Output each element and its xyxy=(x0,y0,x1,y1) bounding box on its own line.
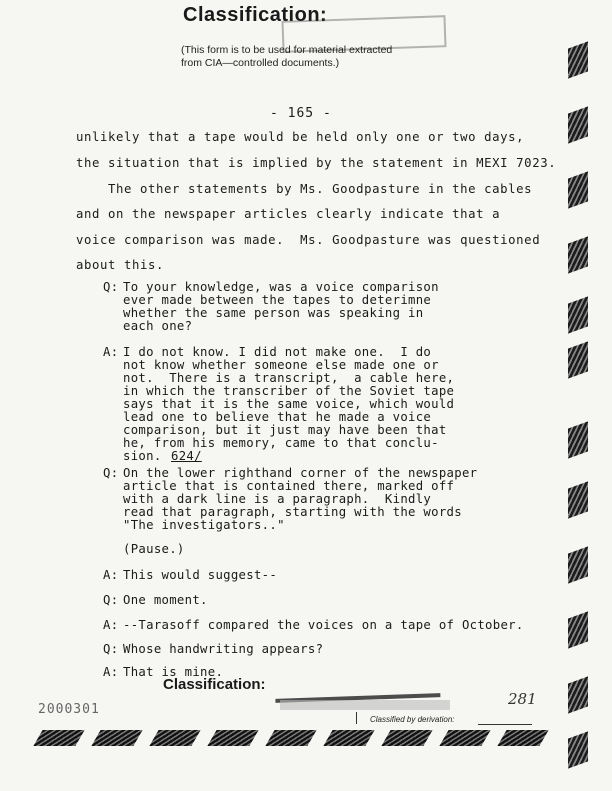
header-classification-label: Classification: xyxy=(183,4,328,26)
border-hatch-mark xyxy=(497,730,548,746)
qa-text: --Tarasoff compared the voices on a tape of October. xyxy=(123,618,524,632)
qa-speaker-tag: Q: xyxy=(103,642,119,656)
border-hatch-mark xyxy=(265,730,316,746)
paragraph-line: voice comparison was made. Ms. Goodpasture was questioned xyxy=(76,233,541,247)
border-hatch-mark xyxy=(33,730,84,746)
edge-hatch-mark xyxy=(568,731,588,768)
classification-redaction-stroke xyxy=(275,669,441,703)
edge-hatch-mark xyxy=(568,676,588,713)
edge-hatch-mark xyxy=(568,611,588,648)
qa-speaker-tag: Q: xyxy=(103,593,119,607)
qa-speaker-tag: A: xyxy=(103,618,119,632)
edge-hatch-mark xyxy=(568,481,588,518)
qa-text: To your knowledge, was a voice comparison ever made between the tapes to deterimne whether the same person was speaking in each one? xyxy=(123,280,439,333)
qa-text: (Pause.) xyxy=(123,542,185,556)
edge-hatch-mark xyxy=(568,421,588,458)
edge-hatch-mark xyxy=(568,341,588,378)
footer-classification-label: Classification: xyxy=(163,676,266,693)
qa-text: On the lower righthand corner of the newspaper article that is contained there, marked off with a dark line is a paragraph. Kindly read that paragraph, starting with the words "The investigators.." xyxy=(123,466,478,532)
qa-speaker-tag: A: xyxy=(103,345,119,359)
border-hatch-mark xyxy=(91,730,142,746)
qa-speaker-tag: Q: xyxy=(103,280,119,294)
paragraph-line: The other statements by Ms. Goodpasture in the cables xyxy=(76,182,533,196)
qa-text: This would suggest-- xyxy=(123,568,278,582)
divider-line xyxy=(356,712,357,724)
qa-speaker-tag: A: xyxy=(103,568,119,582)
qa-text: Whose handwriting appears? xyxy=(123,642,324,656)
qa-speaker-tag: A: xyxy=(103,665,119,679)
paragraph-line: unlikely that a tape would be held only one or two days, xyxy=(76,130,525,144)
edge-hatch-mark xyxy=(568,41,588,78)
redacted-stamp-smudge xyxy=(280,700,450,710)
handwritten-number: 281 xyxy=(508,690,537,708)
form-note-line-2: from CIA—controlled documents.) xyxy=(181,57,340,69)
border-hatch-mark xyxy=(381,730,432,746)
border-hatch-mark xyxy=(149,730,200,746)
edge-hatch-mark xyxy=(568,546,588,583)
paragraph-line: about this. xyxy=(76,258,165,272)
derivation-blank-line xyxy=(478,724,532,725)
border-hatch-mark xyxy=(439,730,490,746)
border-hatch-mark xyxy=(323,730,374,746)
edge-hatch-mark xyxy=(568,106,588,143)
footnote-reference: 624/ xyxy=(171,449,202,463)
border-hatch-mark xyxy=(207,730,258,746)
form-usage-note xyxy=(181,44,451,70)
form-note-line-1: (This form is to be used for material extracted xyxy=(181,44,393,56)
document-id: 2000301 xyxy=(38,702,100,717)
edge-hatch-mark xyxy=(568,296,588,333)
qa-speaker-tag: Q: xyxy=(103,466,119,480)
edge-hatch-mark xyxy=(568,171,588,208)
edge-hatch-mark xyxy=(568,236,588,273)
qa-text: One moment. xyxy=(123,593,208,607)
page-number: - 165 - xyxy=(270,106,332,121)
paragraph-line: and on the newspaper articles clearly indicate that a xyxy=(76,207,501,221)
qa-text: I do not know. I did not make one. I do not know whether someone else made one or not. There is a transcript, a cable here, in which the transcriber of the Soviet tape says that it is the same voice, which would lead one to believe that he made a voice comparison, but it just may have been that he, from his memory, came to that conclu- sion. xyxy=(123,345,455,463)
paragraph-line: the situation that is implied by the statement in MEXI 7023. xyxy=(76,156,557,170)
classified-by-derivation-label: Classified by derivation: xyxy=(370,715,455,724)
qa-text: That is mine. xyxy=(123,665,224,679)
